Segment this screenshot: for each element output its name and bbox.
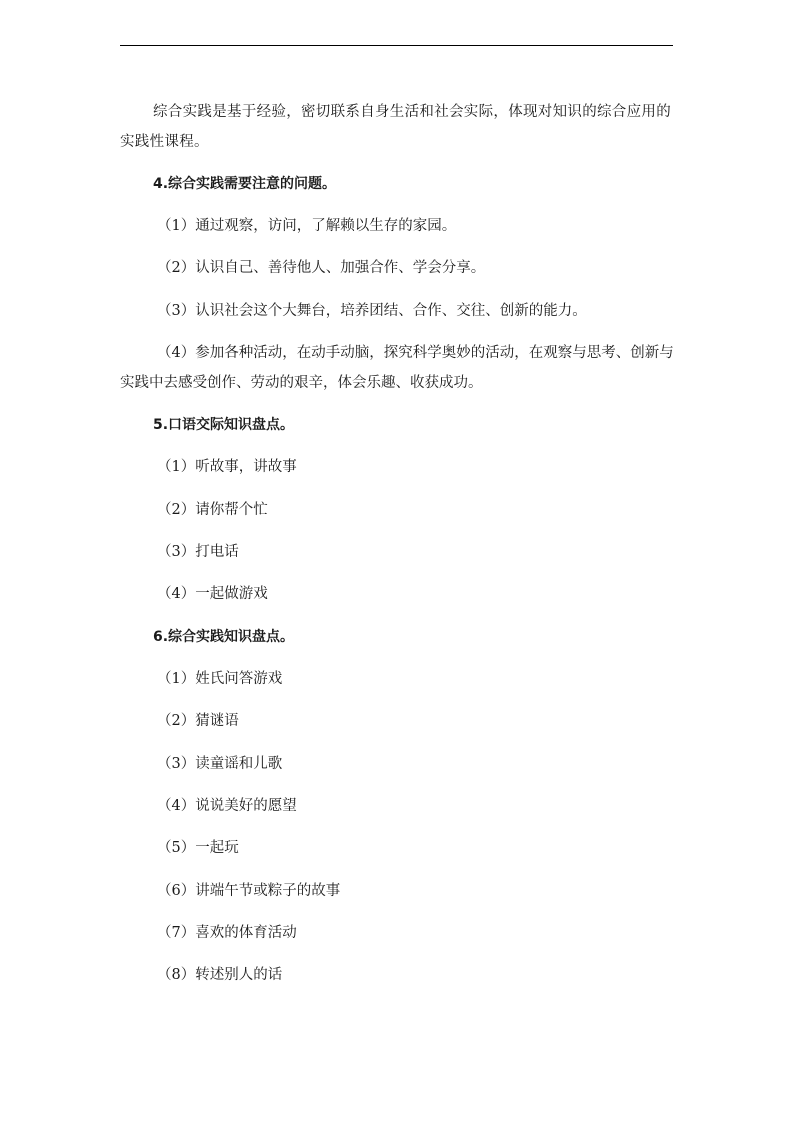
section-5-heading: 5.口语交际知识盘点。 (153, 417, 295, 434)
section-6-item-2: （2）猜谜语 (157, 713, 239, 730)
section-5-item-2: （2）请你帮个忙 (157, 501, 268, 518)
section-4-item-1: （1）通过观察，访问，了解赖以生存的家园。 (157, 218, 457, 234)
document-body (120, 97, 675, 1003)
section-4-item-4: （4）参加各种活动，在动手动脑，探究科学奥妙的活动，在观察与思考、创新与实践中去感受创作、劳动的艰辛，体会乐趣、收获成功。 (120, 345, 674, 392)
section-6-item-6: （6）讲端午节或粽子的故事 (157, 882, 341, 899)
section-6-heading: 6.综合实践知识盘点。 (153, 628, 295, 645)
header-rule (120, 45, 673, 46)
section-6-item-7: （7）喜欢的体育活动 (157, 925, 297, 942)
section-4-item-3: （3）认识社会这个大舞台，培养团结、合作、交往、创新的能力。 (157, 302, 587, 319)
section-6-item-1: （1）姓氏问答游戏 (157, 670, 283, 687)
section-5-item-1: （1）听故事，讲故事 (157, 459, 297, 476)
intro-paragraph: 综合实践是基于经验，密切联系自身生活和社会实际，体现对知识的综合应用的实践性课程。 (120, 104, 671, 150)
section-4-item-2: （2）认识自己、善待他人、加强合作、学会分享。 (157, 260, 486, 277)
section-6-item-4: （4）说说美好的愿望 (157, 797, 297, 814)
section-5-item-4: （4）一起做游戏 (157, 586, 268, 603)
section-6-item-5: （5）一起玩 (157, 840, 239, 857)
section-4-heading: 4.综合实践需要注意的问题。 (153, 176, 337, 192)
section-5-item-3: （3）打电话 (157, 543, 239, 560)
section-6-item-8: （8）转述别人的话 (157, 967, 283, 984)
section-6-item-3: （3）读童谣和儿歌 (157, 755, 283, 772)
